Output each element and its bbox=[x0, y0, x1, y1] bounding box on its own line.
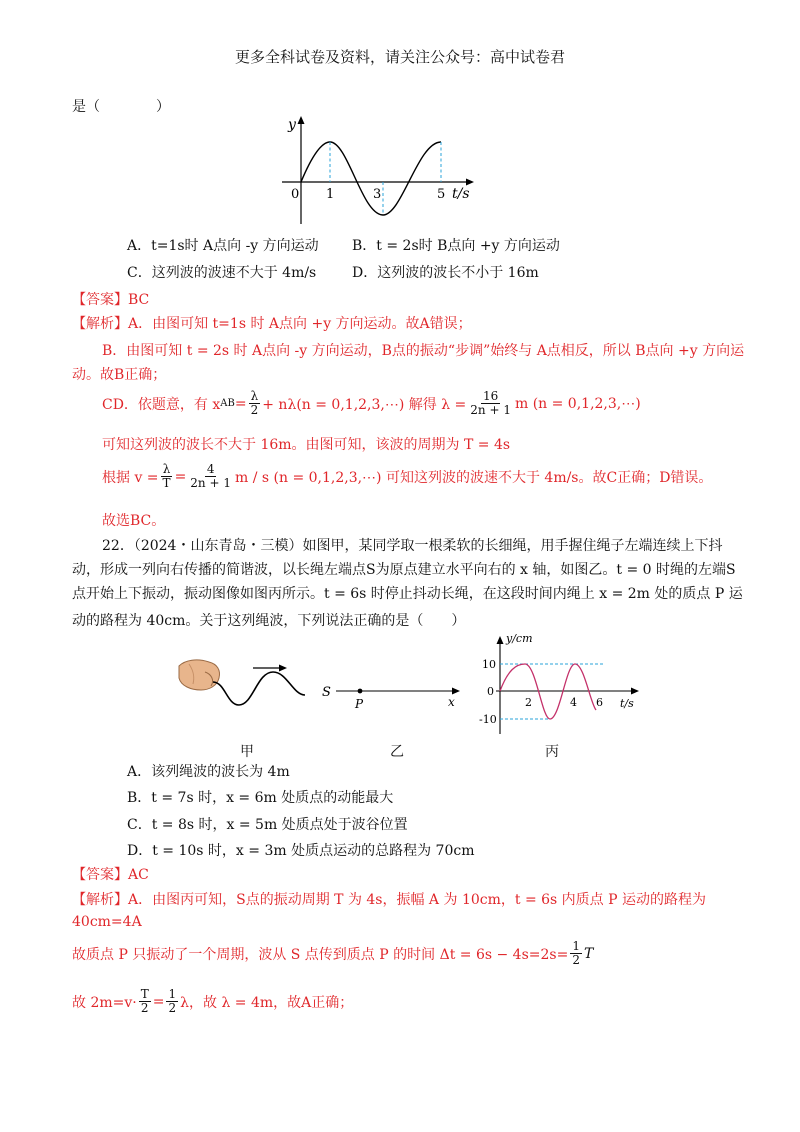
q22-stem-line4: 动的路程为 40cm。关于这列绳波，下列说法正确的是（ ） bbox=[72, 613, 466, 629]
q22-option-d: D．t = 10s 时，x = 3m 处质点运动的总路程为 70cm bbox=[127, 843, 475, 859]
page-header: 更多全科试卷及资料，请关注公众号：高中试卷君 bbox=[234, 48, 565, 66]
l4-frac2 bbox=[166, 988, 178, 1015]
y-axis-label: y bbox=[288, 117, 296, 133]
question-stem-tail: 是（ ） bbox=[72, 99, 170, 115]
q21-wave-graph bbox=[270, 112, 500, 230]
q22-option-b: B．t = 7s 时，x = 6m 处质点的动能最大 bbox=[127, 790, 394, 806]
svg-text:0: 0 bbox=[487, 685, 494, 698]
cd-sub: AB bbox=[220, 398, 235, 409]
x-axis-arrow bbox=[466, 179, 474, 186]
q21-answer bbox=[72, 289, 149, 309]
rope bbox=[213, 672, 305, 705]
q21-analysis-b2: 动。故B正确； bbox=[72, 367, 167, 383]
l3-frac-num: 1 bbox=[572, 939, 580, 953]
l4-mid: = bbox=[152, 993, 165, 1010]
x-axis-label: t/s bbox=[452, 186, 470, 202]
hand-icon bbox=[179, 660, 220, 690]
y-axis-arrow bbox=[298, 116, 305, 124]
answer-value: BC bbox=[128, 292, 150, 308]
q21-analysis-velocity bbox=[102, 463, 712, 490]
q22-stem-line2: 动，形成一列向右传播的简谐波，以长绳左端点S为原点建立水平向右的 x 轴，如图乙。t = 0 时绳的左端S bbox=[72, 562, 736, 578]
bing-y-label: y/cm bbox=[506, 632, 533, 645]
cd-frac1 bbox=[249, 390, 261, 417]
tick-label-5: 5 bbox=[437, 187, 446, 202]
q22-analysis-l1 bbox=[72, 889, 706, 909]
v-eq: = bbox=[174, 468, 187, 485]
q21-option-d: D．这列波的波长不小于 16m bbox=[352, 265, 539, 281]
q22-analysis-l2: 40cm=4A bbox=[72, 914, 142, 930]
origin-label: 0 bbox=[291, 187, 300, 202]
l3-frac bbox=[570, 940, 582, 967]
cd-mid1: = bbox=[234, 395, 247, 412]
v-frac1-num: λ bbox=[162, 462, 171, 476]
v-pre: 根据 v = bbox=[102, 469, 159, 486]
answer-value: AC bbox=[128, 867, 149, 883]
q22-stem-line3: 点开始上下振动，振动图像如图丙所示。t = 6s 时停止抖动长绳，在这段时间内绳上 x = 2m 处的质点 P 运 bbox=[72, 586, 743, 602]
q21-option-b: B．t = 2s时 B点向 +y 方向运动 bbox=[352, 238, 560, 254]
v-frac2-num: 4 bbox=[206, 462, 215, 476]
q22-analysis-l4 bbox=[72, 988, 353, 1015]
l4-post: λ，故 λ = 4m，故A正确； bbox=[180, 994, 354, 1011]
q21-analysis-b1: B．由图可知 t = 2s 时 A点向 -y 方向运动，B点的振动“步调”始终与 A点相反，所以 B点向 +y 方向运 bbox=[102, 343, 745, 359]
analysis-a-text: A．由图可知 t=1s 时 A点向 +y 方向运动。故A错误； bbox=[128, 316, 472, 332]
v-frac2 bbox=[188, 463, 233, 490]
l3-frac-den: 2 bbox=[572, 953, 580, 967]
svg-text:6: 6 bbox=[596, 696, 603, 709]
cd-frac2-num: 16 bbox=[482, 389, 499, 403]
yi-s-label: S bbox=[322, 685, 331, 700]
q21-analysis-cd bbox=[102, 390, 641, 417]
l4-frac1 bbox=[139, 988, 151, 1015]
figure-bing-label: 丙 bbox=[545, 744, 559, 760]
l4-frac1-num: T bbox=[140, 987, 149, 1001]
q22-option-c: C．t = 8s 时，x = 5m 处质点处于波谷位置 bbox=[127, 817, 408, 833]
v-frac2-den: 2n + 1 bbox=[190, 476, 231, 490]
tick-label-3: 3 bbox=[373, 187, 382, 202]
v-frac1 bbox=[161, 463, 173, 490]
tick-label-1: 1 bbox=[326, 187, 335, 202]
cd-post: m (n = 0,1,2,3,⋯) bbox=[514, 395, 641, 412]
bing-x-label: t/s bbox=[620, 697, 634, 710]
q22-analysis-l3 bbox=[72, 940, 593, 967]
v-frac1-den: T bbox=[162, 476, 171, 490]
l4-frac2-num: 1 bbox=[168, 987, 177, 1001]
cd-frac1-den: 2 bbox=[250, 403, 259, 417]
q21-option-a: A．t=1s时 A点向 -y 方向运动 bbox=[127, 238, 319, 254]
l4-pre: 故 2m=v· bbox=[72, 994, 137, 1011]
cd-mid2: + nλ(n = 0,1,2,3,⋯) 解得 λ = bbox=[262, 396, 467, 413]
svg-text:10: 10 bbox=[482, 658, 496, 671]
figure-jia bbox=[175, 650, 335, 730]
figure-bing bbox=[470, 630, 645, 740]
wave-curve bbox=[301, 142, 441, 215]
figure-jia-label: 甲 bbox=[240, 744, 254, 760]
q21-option-c: C．这列波的波速不大于 4m/s bbox=[127, 265, 317, 281]
cd-pre: CD．依题意，有 x bbox=[102, 396, 221, 413]
answer-tag: 【答案】 bbox=[72, 292, 128, 308]
cd-frac2-den: 2n + 1 bbox=[470, 403, 511, 417]
l3-post: T bbox=[583, 945, 594, 962]
cd-frac1-num: λ bbox=[250, 389, 259, 403]
svg-text:-10: -10 bbox=[479, 713, 497, 726]
q21-analysis-a bbox=[72, 313, 472, 333]
q21-analysis-wavelength: 可知这列波的波长不大于 16m。由图可知，该波的周期为 T = 4s bbox=[102, 437, 511, 453]
analysis-tag: 【解析】 bbox=[72, 892, 128, 908]
figure-yi bbox=[318, 680, 468, 710]
svg-text:2: 2 bbox=[525, 696, 532, 709]
l3-pre: 故质点 P 只振动了一个周期，波从 S 点传到质点 P 的时间 Δt = 6s − 4s=2s= bbox=[72, 946, 569, 963]
q22-option-a: A．该列绳波的波长为 4m bbox=[127, 764, 290, 780]
cd-frac2 bbox=[468, 390, 513, 417]
analysis-l1-text: A．由图丙可知，S点的振动周期 T 为 4s，振幅 A 为 10cm，t = 6s 内质点 P 运动的路程为 bbox=[128, 892, 706, 908]
q21-conclusion: 故选BC。 bbox=[102, 513, 166, 529]
point-p bbox=[358, 689, 363, 694]
svg-text:4: 4 bbox=[570, 696, 577, 709]
yi-p-label: P bbox=[355, 697, 364, 710]
v-post: m / s (n = 0,1,2,3,⋯) 可知这列波的波速不大于 4m/s。故C正确；D错误。 bbox=[234, 469, 713, 486]
l4-frac2-den: 2 bbox=[168, 1001, 177, 1015]
answer-tag: 【答案】 bbox=[72, 867, 128, 883]
figure-yi-label: 乙 bbox=[390, 744, 404, 760]
analysis-tag: 【解析】 bbox=[72, 316, 128, 332]
q22-stem-line1: 22．（2024・山东青岛・三模）如图甲，某同学取一根柔软的长细绳，用手握住绳子左端连续上下抖 bbox=[102, 538, 723, 554]
yi-x-label: x bbox=[448, 695, 455, 709]
q22-answer bbox=[72, 864, 149, 884]
l4-frac1-den: 2 bbox=[140, 1001, 149, 1015]
